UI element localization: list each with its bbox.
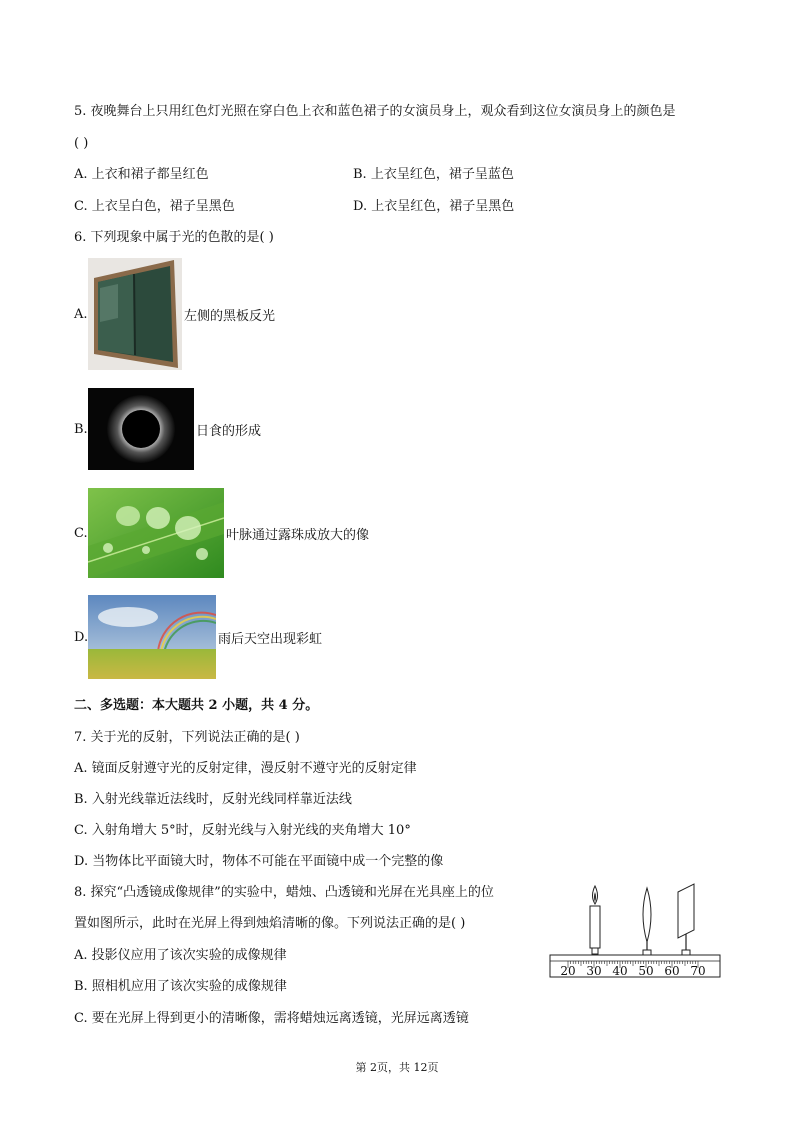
optical-bench-figure <box>546 876 724 982</box>
rainbow-photo <box>88 595 216 679</box>
q6-option-c-caption: 叶脉通过露珠成放大的像 <box>226 527 370 543</box>
q8-stem-line2: 置如图所示，此时在光屏上得到烛焰清晰的像。下列说法正确的是( ) <box>74 916 466 931</box>
q5-option-b: B. 上衣呈红色，裙子呈蓝色 <box>353 167 514 182</box>
q5-paren: ( ) <box>74 136 89 151</box>
q7-option-b: B. 入射光线靠近法线时，反射光线同样靠近法线 <box>74 792 352 807</box>
q6-option-a-letter: A. <box>74 306 88 322</box>
q5-option-c: C. 上衣呈白色，裙子呈黑色 <box>74 199 235 214</box>
q6-option-d <box>74 595 322 679</box>
q6-option-d-caption: 雨后天空出现彩虹 <box>218 631 323 647</box>
q6-stem: 6. 下列现象中属于光的色散的是( ) <box>74 230 274 245</box>
blackboard-photo <box>88 258 182 370</box>
q6-option-d-letter: D. <box>74 629 89 645</box>
q8-option-c: C. 要在光屏上得到更小的清晰像，需将蜡烛远离透镜，光屏远离透镜 <box>74 1011 469 1026</box>
bench-tick-label: 40 <box>612 964 628 978</box>
q5-option-a: A. 上衣和裙子都呈红色 <box>74 167 209 182</box>
leaf-dewdrops-photo <box>88 488 224 578</box>
q6-option-a-caption: 左侧的黑板反光 <box>184 308 276 324</box>
q5-stem: 5. 夜晚舞台上只用红色灯光照在穿白色上衣和蓝色裙子的女演员身上，观众看到这位女演员身上的颜色是 <box>74 104 676 119</box>
q7-option-d: D. 当物体比平面镜大时，物体不可能在平面镜中成一个完整的像 <box>74 854 444 869</box>
q5-option-d: D. 上衣呈红色，裙子呈黑色 <box>353 199 515 214</box>
q7-option-a: A. 镜面反射遵守光的反射定律，漫反射不遵守光的反射定律 <box>74 761 417 776</box>
q6-option-a <box>74 258 275 370</box>
bench-tick-label: 60 <box>664 964 680 978</box>
q6-option-b-caption: 日食的形成 <box>196 423 262 439</box>
solar-eclipse-photo <box>88 388 194 470</box>
q6-option-c <box>74 488 369 578</box>
bench-tick-label: 50 <box>638 964 654 978</box>
q6-option-b <box>74 388 261 470</box>
page-footer: 第 2页，共 12页 <box>355 1061 439 1074</box>
section-title: 二、多选题：本大题共 2 小题，共 4 分。 <box>74 698 319 713</box>
candle <box>590 886 600 954</box>
q8-option-a: A. 投影仪应用了该次实验的成像规律 <box>74 948 287 963</box>
light-screen <box>678 884 694 955</box>
q8-stem-line1: 8. 探究“凸透镜成像规律”的实验中，蜡烛、凸透镜和光屏在光具座上的位 <box>74 885 494 900</box>
q7-option-c: C. 入射角增大 5°时，反射光线与入射光线的夹角增大 10° <box>74 823 411 838</box>
q6-option-b-letter: B. <box>74 421 88 437</box>
bench-tick-label: 30 <box>586 964 602 978</box>
q7-stem: 7. 关于光的反射，下列说法正确的是( ) <box>74 730 300 745</box>
bench-tick-label: 70 <box>690 964 706 978</box>
q6-option-c-letter: C. <box>74 525 88 541</box>
convex-lens <box>643 888 651 955</box>
q8-option-b: B. 照相机应用了该次实验的成像规律 <box>74 979 287 994</box>
bench-tick-label: 20 <box>560 964 576 978</box>
